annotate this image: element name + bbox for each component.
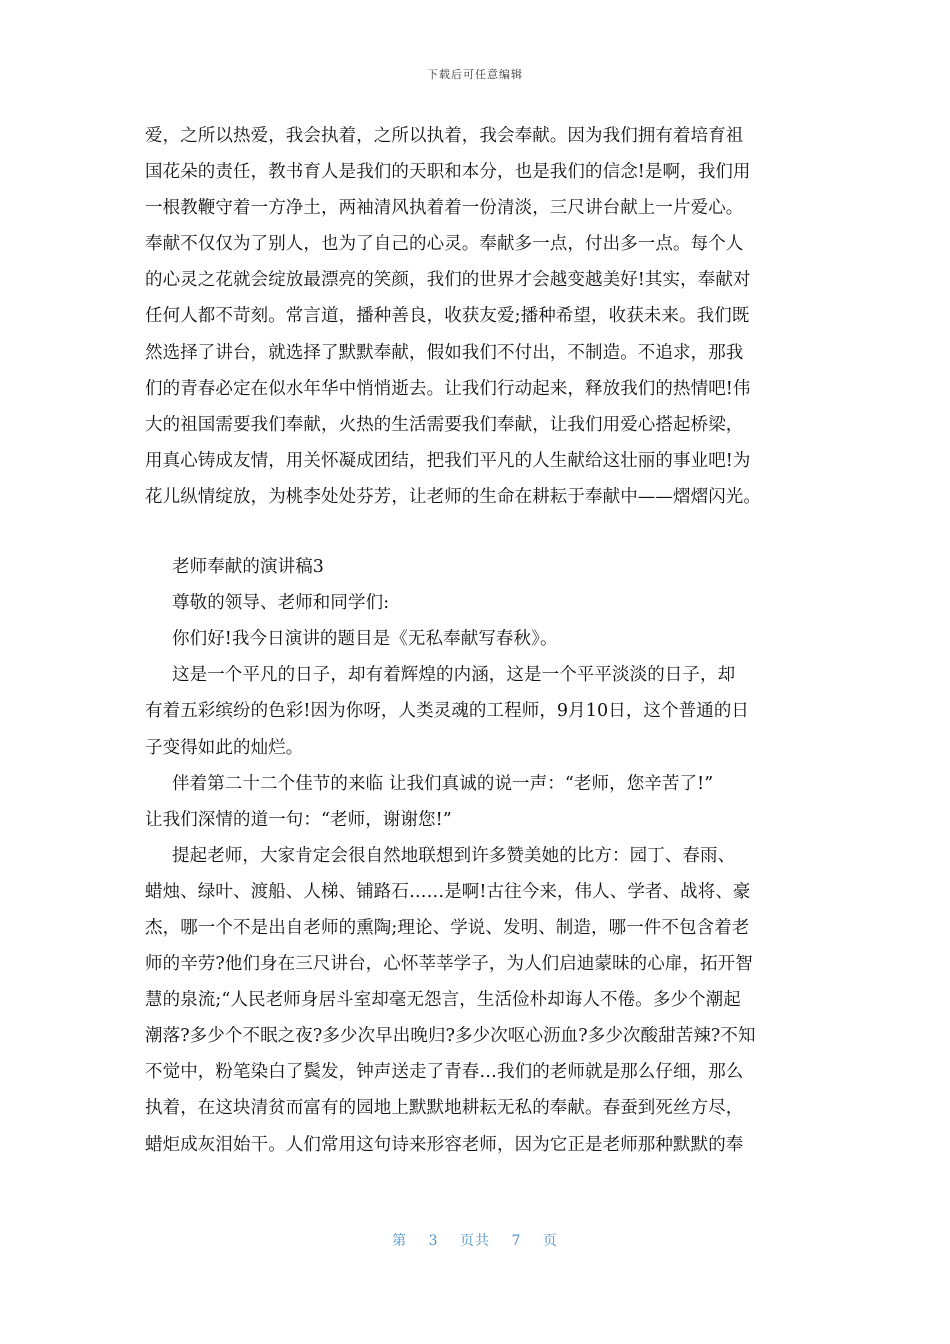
total-pages-number: 7 [511,1233,522,1249]
text-line: 大的祖国需要我们奉献，火热的生活需要我们奉献，让我们用爱心搭起桥梁， [145,414,744,435]
text-line: 奉献不仅仅为了别人，也为了自己的心灵。奉献多一点，付出多一点。每个人 [145,234,744,255]
paragraph-2 [145,657,815,765]
document-body [145,118,815,1163]
text-line: 这是一个平凡的日子，却有着辉煌的内涵，这是一个平平淡淡的日子，却 [172,665,736,686]
text-line: 让我们深情的道一句：“老师，谢谢您!” [145,809,452,830]
text-line: 一根教鞭守着一方净土，两袖清风执着着一份清淡，三尺讲台献上一片爱心。 [145,198,744,219]
text-line: 杰，哪一个不是出自老师的熏陶;理论、学说、发明、制造，哪一件不包含着老 [145,917,750,938]
paragraph-1 [145,118,815,515]
section-gap [145,515,815,549]
text-line: 不觉中，粉笔染白了鬓发，钟声送走了青春…我们的老师就是那么仔细，那么 [145,1062,744,1083]
text-line: 然选择了讲台，就选择了默默奉献，假如我们不付出，不制造。不追求，那我 [145,342,744,363]
page-footer [0,1230,950,1250]
salutation: 尊敬的领导、老师和同学们: [172,593,390,614]
text-line: 的心灵之花就会绽放最漂亮的笑颜，我们的世界才会越变越美好!其实，奉献对 [145,270,751,291]
text-line: 国花朵的责任，教书育人是我们的天职和本分，也是我们的信念!是啊，我们用 [145,162,751,183]
footer-ye-gong: 页共 [460,1233,490,1249]
text-line: 执着，在这块清贫而富有的园地上默默地耕耘无私的奉献。春蚕到死丝方尽， [145,1098,744,1119]
greeting: 你们好!我今日演讲的题目是《无私奉献写春秋》。 [172,629,558,650]
footer-ye: 页 [542,1233,558,1249]
text-line: 子变得如此的灿烂。 [145,737,304,758]
text-line: 蜡烛、绿叶、渡船、人梯、铺路石……是啊!古往今来，伟人、学者、战将、豪 [145,881,751,902]
text-line: 潮落?多少个不眠之夜?多少次早出晚归?多少次呕心沥血?多少次酸甜苦辣?不知 [145,1026,756,1047]
text-line: 任何人都不苛刻。常言道，播种善良，收获友爱;播种希望，收获未来。我们既 [145,306,750,327]
text-line: 蜡炬成灰泪始干。人们常用这句诗来形容老师，因为它正是老师那种默默的奉 [145,1134,744,1155]
text-line: 伴着第二十二个佳节的来临 让我们真诚的说一声：“老师，您辛苦了!” [172,773,714,794]
text-line: 爱，之所以热爱，我会执着，之所以执着，我会奉献。因为我们拥有着培育祖 [145,126,744,146]
text-line: 慧的泉流;“人民老师身居斗室却毫无怨言，生活俭朴却诲人不倦。多少个潮起 [145,990,741,1011]
text-line: 有着五彩缤纷的色彩!因为你呀，人类灵魂的工程师，9月10日，这个普通的日 [145,701,750,722]
paragraph-3 [145,766,815,838]
text-line: 用真心铸成友情，用关怀凝成团结，把我们平凡的人生献给这壮丽的事业吧!为 [145,450,751,471]
current-page-number: 3 [428,1233,439,1249]
text-line: 花儿纵情绽放，为桃李处处芬芳，让老师的生命在耕耘于奉献中——熠熠闪光。 [145,486,761,507]
text-line: 提起老师，大家肯定会很自然地联想到许多赞美她的比方：园丁、春雨、 [172,845,736,866]
text-line: 们的青春必定在似水年华中悄悄逝去。让我们行动起来，释放我们的热情吧!伟 [145,378,751,399]
page-header-note: 下载后可任意编辑 [427,68,523,81]
section-title: 老师奉献的演讲稿3 [172,557,325,578]
footer-di: 第 [392,1233,408,1249]
paragraph-4 [145,838,815,1163]
text-line: 师的辛劳?他们身在三尺讲台，心怀莘莘学子，为人们启迪蒙昧的心扉，拓开智 [145,954,753,975]
